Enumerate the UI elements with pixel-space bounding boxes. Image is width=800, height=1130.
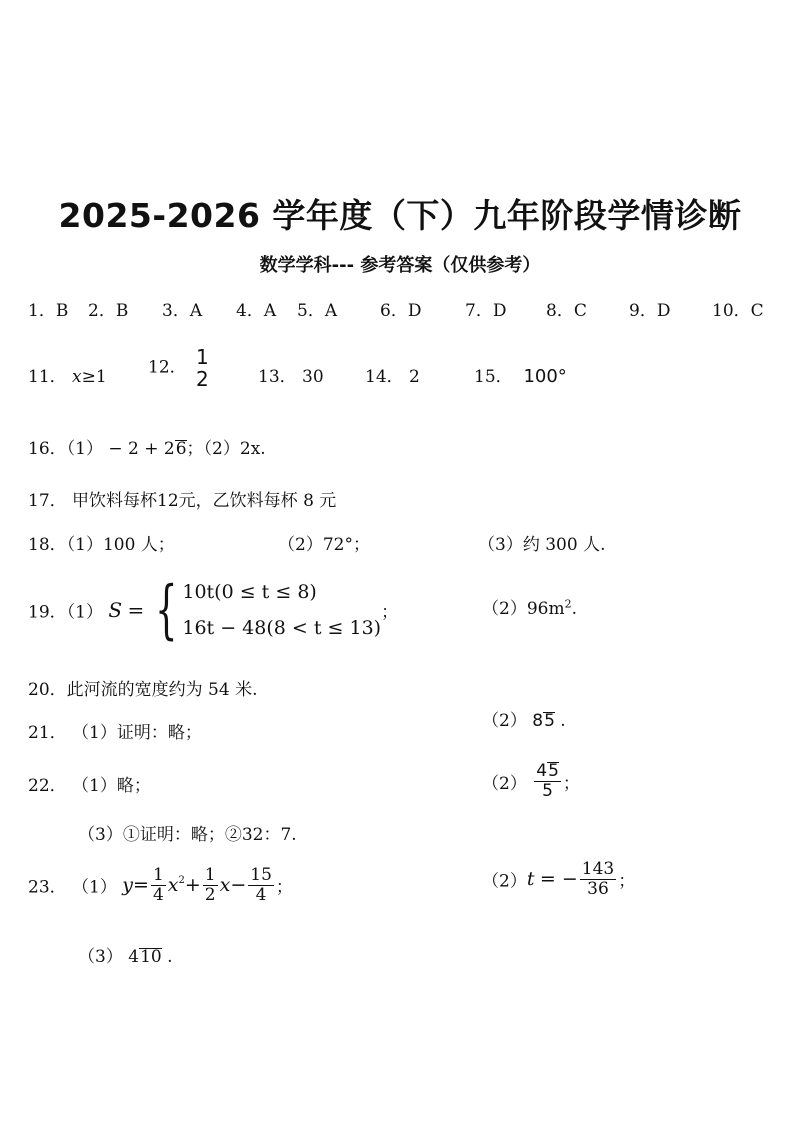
answer-15: 15． 100° — [474, 366, 567, 387]
answer-12: 12． 1 2 — [148, 345, 209, 391]
answer-item: 10．C — [712, 301, 764, 321]
answer-23: 23． （1） y= $\frac{1}{4}$ $x^2+$ $\frac{1}{2}$ x− $\frac{15}{4}$ ； — [28, 865, 293, 905]
answer-13: 13． 30 — [258, 367, 324, 387]
sqrt: 5 — [544, 711, 555, 731]
answer-item: 6．D — [380, 301, 422, 321]
answer-22-3: （3）①证明：略；②32：7. — [78, 825, 297, 845]
answer-16: 16．（1） − 2 + 26；（2）2x. — [28, 439, 266, 459]
answer-item: 1．B — [28, 301, 69, 321]
page-title: 2025-2026 学年度（下）九年阶段学情诊断 — [58, 196, 742, 235]
answer-18: 18．（1）100 人； — [28, 535, 175, 555]
answer-item: 8．C — [546, 301, 587, 321]
answer-19-2: $(2)96m^2$. — [482, 597, 577, 619]
answer-22-2: （2） $\frac{45}{5}$ ； — [482, 761, 580, 801]
answer-14: 14． 2 — [365, 367, 420, 387]
answer-11: 11． x≥1 — [28, 367, 107, 387]
answer-22: 22． （1）略； — [28, 776, 151, 796]
answer-20: 20．此河流的宽度约为 54 米. — [28, 680, 258, 700]
answer-18-2: （2）72°； — [278, 535, 370, 555]
sqrt: 5 — [548, 761, 559, 781]
answer-17: 17． 甲饮料每杯12元，乙饮料每杯 8 元 — [28, 491, 337, 511]
answer-21: 21． （1）证明：略； — [28, 723, 202, 743]
answer-item: 5．A — [297, 301, 338, 321]
answer-23-2: （2）t = − $\frac{143}{36}$ ； — [482, 859, 636, 899]
answer-item: 9．D — [629, 301, 671, 321]
answer-item: 3．A — [162, 301, 203, 321]
sqrt: 6 — [175, 439, 187, 459]
answer-23-3: （3） 410 . — [78, 947, 173, 967]
sqrt: 10 — [140, 947, 162, 967]
answer-19: 19．（1） S = { 10t(0 ≤ t ≤ 8) 16t − 48(8 < t ≤ 13)； — [28, 573, 399, 648]
answer-18-3: （3）约 300 人. — [478, 535, 606, 555]
answer-item: 4．A — [236, 301, 277, 321]
answer-21-2: （2） 85 . — [482, 711, 566, 731]
answer-item: 7．D — [465, 301, 507, 321]
answer-item: 2．B — [88, 301, 129, 321]
page-subtitle: 数学学科--- 参考答案（仅供参考） — [259, 255, 541, 276]
